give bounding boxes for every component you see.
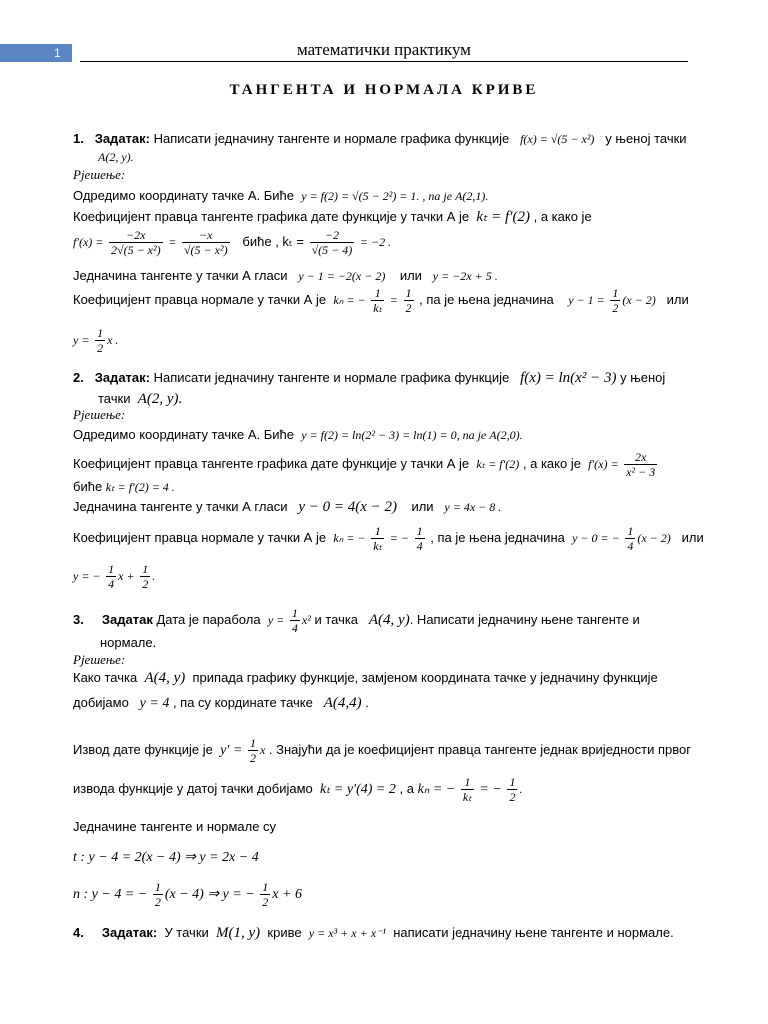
task3-normal-num: 1 (154, 880, 161, 894)
task3-normal-den2: 2 (262, 895, 269, 909)
task1-line5-text: Коефицијент правца нормале у тачки А је (73, 291, 327, 307)
task2-line3-math: kₜ = f′(2) = 4 . (105, 480, 175, 494)
page-number-badge (0, 44, 72, 62)
running-header: математички практикум (297, 40, 471, 59)
task2-or2: или (681, 529, 704, 545)
task2-tangent-eq2: y = 4x − 8 . (444, 500, 502, 514)
task2-line2-tail: , а како је (522, 455, 581, 471)
task2-line6 (73, 562, 155, 591)
task4-function: y = x³ + x + x⁻¹ (308, 926, 386, 940)
task3-normal-lhs: n : y − 4 = − (73, 886, 148, 902)
task3-normal-den: 2 (154, 895, 161, 909)
task3-parabola-den: 4 (291, 621, 298, 635)
task3-label: Задатак (101, 611, 153, 627)
task1-function: f(x) = √(5 − x²) (520, 132, 595, 146)
task2-line4 (73, 498, 501, 516)
task1-line2-tail: , а како је (533, 209, 592, 224)
task1-line5-mid: , па је њена једначина (419, 291, 554, 307)
task3-kn-eq: = − (479, 781, 502, 797)
task1-normal-den: 2 (612, 301, 619, 315)
task3-line3-tail: . Знајући да је коефицијент правца тангенте једнак вриједности првог (268, 741, 691, 757)
task3-line4 (73, 775, 522, 804)
task4-text2: криве (267, 925, 302, 940)
task1-normal-y-den: 2 (97, 341, 104, 355)
task2-line5-text: Коефицијент правца нормале у тачки А је (73, 529, 327, 545)
task1-number: 1. (73, 131, 84, 146)
task1-kn-val-num: 1 (405, 286, 412, 300)
task2-point-text: A(2, y). (137, 391, 183, 407)
task2-number: 2. (73, 370, 84, 385)
task3-and: и тачка (314, 611, 359, 627)
task2-normal-end: . (152, 568, 156, 583)
task4-point: M(1, y) (216, 925, 261, 941)
task1-or: или (399, 268, 422, 283)
task3-kt: kₜ = y′(4) = 2 (320, 781, 396, 797)
task1-kn-den: kₜ (373, 301, 383, 315)
task3-line2-math: y = 4 (139, 696, 170, 711)
task3-text2: . Написати једначину њене тангенте и (409, 611, 640, 627)
task3-parabola-lhs: y = (267, 612, 285, 627)
header-rule (80, 61, 688, 62)
task2-normal-y: y = − (73, 568, 101, 583)
task3-normal-rhs: x + 6 (272, 886, 302, 902)
task2-line5-mid: , па је њена једначина (430, 529, 565, 545)
task1-line2-math: kₜ = f′(2) (476, 209, 530, 225)
task1-tail: у њеној тачки (605, 131, 687, 146)
task4-text3: написати једначину њене тангенте и нормале. (393, 925, 674, 940)
task3-parabola-x2: x² (301, 612, 311, 627)
task2-text: Написати једначину тангенте и нормале графика функције (153, 370, 510, 385)
task2-statement (73, 369, 665, 387)
task4-number: 4. (73, 925, 84, 940)
task2-normal-c-den: 2 (142, 577, 149, 591)
task2-line1 (73, 426, 523, 444)
task1-normal-num: 1 (612, 286, 619, 300)
task3-parabola-num: 1 (291, 606, 298, 620)
task4-text: У тачки (164, 925, 209, 940)
task4-statement (73, 924, 674, 942)
task1-normal-rhs: (x − 2) (622, 292, 656, 307)
task1-line6 (73, 326, 118, 355)
task2-tangent-eq1: y − 0 = 4(x − 2) (298, 499, 397, 515)
task2-solution-label: Рјешење: (73, 407, 126, 422)
task2-normal-lhs: y − 0 = − (572, 530, 620, 545)
task3-kn-den: kₜ (462, 790, 472, 804)
task3-statement (73, 606, 640, 635)
task2-kn: kₙ = − (333, 530, 366, 545)
task3-line2-point: A(4,4) (323, 695, 362, 711)
task2-line3 (73, 478, 175, 496)
task1-line4 (73, 267, 498, 285)
task2-tail2: тачки (98, 391, 131, 406)
task1-or2: или (666, 291, 689, 307)
task3-deriv-x: x (259, 742, 266, 757)
task2-normal-num: 1 (627, 524, 634, 538)
task1-frac2-den: √(5 − x²) (183, 243, 228, 257)
task3-line4-text: извода функције у датој тачки добијамо (73, 780, 313, 796)
task2-kn-eq: = − (389, 530, 409, 545)
task2-or: или (411, 499, 434, 514)
task2-deriv-den: x² − 3 (626, 465, 656, 479)
task1-kt-label: биће , kₜ = (242, 233, 304, 249)
task1-line1-text: Одредимо координату тачке А. Биће (73, 188, 294, 203)
task2-line1-math: y = f(2) = ln(2² − 3) = ln(1) = 0, па је A(2,0). (301, 428, 523, 442)
task2-normal-y-den: 4 (108, 577, 115, 591)
task1-point (98, 148, 134, 166)
task2-function: f(x) = ln(x² − 3) (520, 370, 617, 386)
task3-line6 (73, 848, 259, 867)
task3-line4-mid: , а (399, 780, 414, 796)
task1-frac2-num: −x (182, 228, 230, 243)
task2-label: Задатак: (94, 370, 150, 385)
task1-kn-num: 1 (371, 286, 384, 301)
task1-point-text: A(2, y). (98, 150, 134, 164)
task3-line2 (73, 694, 369, 713)
task2-deriv-lhs: f′(x) = (588, 456, 619, 471)
task2-kn-den: kₜ (373, 539, 383, 553)
task1-deriv-lhs: f′(x) = (73, 234, 104, 249)
task3-text: Дата је парабола (156, 611, 261, 627)
task1-normal-y-x: x . (107, 332, 119, 347)
task1-frac1-den: 2√(5 − x²) (111, 243, 161, 257)
task1-frac3-den: √(5 − 4) (311, 243, 353, 257)
task1-kn-eq: = (389, 292, 398, 307)
page-title: ТАНГЕНТА И НОРМАЛА КРИВЕ (229, 82, 539, 98)
task1-solution-label: Рјешење: (73, 167, 126, 182)
task2-line2-text: Коефицијент правца тангенте графика дате функције у тачки А је (73, 455, 470, 471)
task1-kt-value: = −2 . (359, 234, 392, 249)
task3-line3-text: Извод дате функције је (73, 741, 213, 757)
task3-line2-mid: , па су кординате тачке (172, 695, 313, 710)
task1-label: Задатак: (94, 131, 150, 146)
task2-normal-rhs: (x − 2) (637, 530, 671, 545)
task3-line2-end: . (365, 695, 369, 710)
task2-line2-math: kₜ = f′(2) (476, 456, 520, 471)
task2-normal-y-num: 1 (108, 562, 115, 576)
task2-normal-y-x: x + (118, 568, 135, 583)
task1-line2 (73, 208, 592, 226)
page-number: 1 (54, 46, 61, 60)
task3-number: 3. (73, 611, 84, 627)
task1-kn-val-den: 2 (405, 301, 412, 315)
task1-line5 (73, 286, 689, 315)
task1-statement (73, 130, 687, 148)
task2-kn-val-den: 4 (416, 539, 423, 553)
task3-tangent-eq: t : y − 4 = 2(x − 4) ⇒ y = 2x − 4 (73, 850, 259, 865)
task2-normal-den: 4 (627, 539, 634, 553)
task3-line5: Једначине тангенте и нормале су (73, 819, 277, 834)
task2-normal-c-num: 1 (142, 562, 149, 576)
task1-frac1-num: −2x (109, 228, 163, 243)
task2-line2 (73, 450, 659, 479)
task2-kn-val-num: 1 (416, 524, 423, 538)
task3-kn-num: 1 (461, 775, 474, 790)
task2-tail: у њеној (620, 370, 666, 385)
task1-line3 (73, 228, 391, 257)
task2-line4-text: Једначина тангенте у тачки А гласи (73, 499, 288, 514)
task3-deriv-lhs: y′ = (220, 742, 243, 758)
task1-line1-math: y = f(2) = √(5 − 2²) = 1. , па је A(2,1). (301, 189, 489, 203)
task1-normal-lhs: y − 1 = (568, 292, 605, 307)
task4-label: Задатак: (101, 925, 158, 940)
task3-deriv-den: 2 (249, 751, 256, 765)
task3-kn: kₙ = − (417, 781, 456, 797)
task1-frac3-num: −2 (310, 228, 355, 243)
task3-line2-text: добијамо (73, 695, 129, 710)
task1-line2-text: Коефицијент правца тангенте графика дате функције у тачки А је (73, 209, 470, 224)
task2-line5 (73, 524, 704, 553)
task1-kn: kₙ = − (333, 292, 366, 307)
task3-deriv-num: 1 (249, 736, 256, 750)
task1-tangent-eq2: y = −2x + 5 . (432, 269, 498, 283)
task3-kn-val-num: 1 (509, 775, 516, 789)
task1-normal-y-num: 1 (97, 326, 104, 340)
task3-normal-mid: (x − 4) ⇒ y = − (164, 886, 255, 902)
task2-line3-text: биће (73, 479, 103, 494)
task2-kn-num: 1 (371, 524, 384, 539)
task3-line1-tail: припада графику функције, замјеном координата тачке у једначину функције (192, 670, 658, 685)
task1-text: Написати једначину тангенте и нормале графика функције (153, 131, 510, 146)
task3-line3 (73, 736, 691, 765)
task1-line1 (73, 187, 488, 205)
task3-kn-val-den: 2 (509, 790, 516, 804)
task2-line1-text: Одредимо координату тачке А. Биће (73, 427, 294, 442)
task3-line1-text: Како тачка (73, 670, 138, 685)
task1-line4-text: Једначина тангенте у тачки А гласи (73, 268, 288, 283)
task3-line1-point: A(4, y) (144, 670, 186, 686)
task2-deriv-num: 2x (624, 450, 657, 465)
task3-line1 (73, 669, 658, 687)
task1-equals: = (168, 234, 177, 249)
task1-normal-y: y = (73, 332, 90, 347)
task3-normal-num2: 1 (262, 880, 269, 894)
task3-line7 (73, 880, 302, 909)
task3-point: A(4, y) (368, 611, 410, 628)
task3-solution-label: Рјешење: (73, 652, 126, 667)
task3-line4-end: . (519, 781, 523, 796)
task3-text3: нормале. (100, 635, 157, 650)
task1-tangent-eq1: y − 1 = −2(x − 2) (298, 269, 386, 283)
